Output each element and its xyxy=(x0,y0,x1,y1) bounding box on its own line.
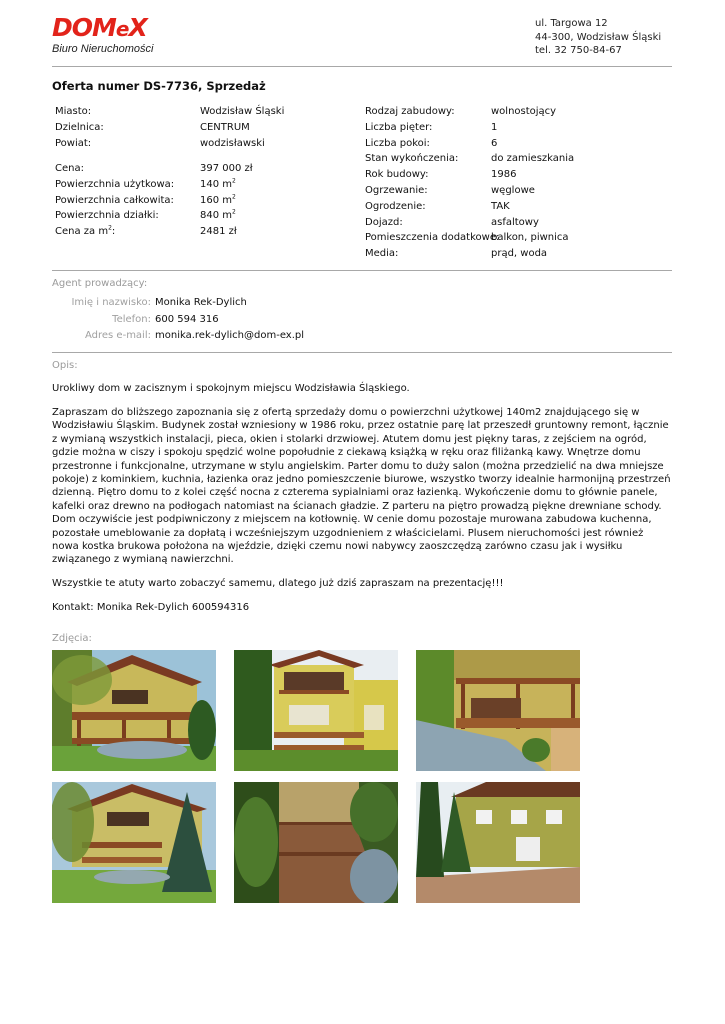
detail-row: Rodzaj zabudowy: wolnostojący xyxy=(365,106,557,117)
description-paragraph: Zapraszam do bliższego zapoznania się z ofertą sprzedaży domu o powierzchni użytkowej 140m2 znajdującego się w Wodzisławiu Śląskim. Budynek został wzniesiony w 1986 roku, przez ostatnie parę lat przeszedł gruntowny remont, łącznie z wymianą wszystkich instalacji, pieca, okien i stolarki drzwiowej. Atutem domu jest piękny taras, z zejściem na ogród, gdzie można w ciszy i spokoju spędzić wolne popołudnie z ciekawą książką w ręku oraz filiżanką kawy. Wnętrze domu przestronne i funkcjonalne, utrzymane w stylu angielskim. Parter domu to duży salon (można przedzielić na dwa mniejsze pokoje) z kominkiem, kuchnia, łazienka oraz jedno pomieszczenie biurowe, wszystko tworzy idealnie harmonijną przestrzeń dzienną. Piętro domu to z kolei część nocna z czterema sypialniami oraz łazienką. Wykończenie domu to głównie panele, kafelki oraz drewno na podłogach natomiast na ścianach gładzie. Z parteru na piętro prowadzą piękne drewniane schody. Dom oczywiście jest podpiwniczony z miejscem na kotłownię. W cenie domu pozostaje murowana zabudowa kuchenna, pozostałe umeblowanie za dopłatą i wcześniejszym uzgodnieniem z właścicielami. Plusem nieruchomości jest również nowa kostka brukowa położona na wjeździe, dzięki czemu nowi nabywcy zaoszczędzą zarówno czasu jak i wysiłku związanego z wymianą nawierzchni. xyxy=(52,406,671,566)
office-city: 44-300, Wodzisław Śląski xyxy=(535,31,662,43)
office-address xyxy=(535,17,661,58)
detail-row: Rok budowy: 1986 xyxy=(365,169,517,181)
detail-row: Powierzchnia użytkowa: 140 $m^2$ xyxy=(55,177,236,190)
detail-row: Media: prąd, woda xyxy=(365,248,548,260)
detail-row: Cena: 397 000 zł xyxy=(55,163,253,174)
photo-house-driveway[interactable] xyxy=(416,782,580,903)
agent-section-label: Agent prowadzący: xyxy=(52,278,148,289)
detail-row: Cena za $m^2$: 2481 zł xyxy=(55,224,237,238)
photo-house-with-conifer[interactable] xyxy=(52,782,216,903)
header-divider xyxy=(52,66,672,67)
photos-section-label: Zdjęcia: xyxy=(52,633,92,644)
detail-row: Pomieszczenia dodatkowe: balkon, piwnica xyxy=(365,232,569,244)
description-paragraph: Urokliwy dom w zacisznym i spokojnym miejscu Wodzisławia Śląskiego. xyxy=(52,383,410,394)
description-paragraph: Kontakt: Monika Rek-Dylich 600594316 xyxy=(52,602,250,614)
office-phone: tel. 32 750-84-67 xyxy=(535,45,622,56)
detail-row: Dzielnica: CENTRUM xyxy=(55,121,250,133)
description-body xyxy=(52,382,672,625)
agent-email-row: Adres e-mail: monika.rek-dylich@dom-ex.pl xyxy=(84,330,305,341)
detail-row: Miasto: Wodzisław Śląski xyxy=(55,106,285,117)
description-section-label: Opis: xyxy=(52,360,78,371)
detail-row: Stan wykończenia: do zamieszkania xyxy=(365,153,575,165)
details-location xyxy=(55,104,355,151)
detail-row: Ogrodzenie: TAK xyxy=(365,200,510,212)
offer-title: Oferta numer DS-7736, Sprzedaż xyxy=(52,79,266,93)
detail-row: Liczba pięter: 1 xyxy=(365,121,498,133)
description-paragraph: Wszystkie te atuty warto zobaczyć samemu, dlatego już dziś zapraszam na prezentację!!! xyxy=(52,578,504,590)
detail-row: Powierzchnia całkowita: 160 $m^2$ xyxy=(55,193,236,206)
photo-deck-garden[interactable] xyxy=(416,650,580,771)
agent-block xyxy=(52,295,452,345)
logo-wordmark: DOMeX xyxy=(52,13,147,42)
office-street: ul. Targowa 12 xyxy=(535,18,608,29)
photo-house-front-terrace[interactable] xyxy=(52,650,216,771)
detail-row: Dojazd: asfaltowy xyxy=(365,216,539,228)
agent-name-row: Imię i nazwisko: Monika Rek-Dylich xyxy=(71,297,247,308)
photo-terrace-path[interactable] xyxy=(234,782,398,903)
detail-row: Ogrzewanie: węglowe xyxy=(365,184,535,196)
agent-divider xyxy=(52,352,672,353)
details-divider xyxy=(52,270,672,271)
detail-row: Liczba pokoi: 6 xyxy=(365,137,498,149)
company-logo xyxy=(52,14,172,56)
detail-row: Powierzchnia działki: 840 $m^2$ xyxy=(55,209,236,222)
detail-row: Powiat: wodzisławski xyxy=(55,137,265,149)
photo-house-balcony-deck[interactable] xyxy=(234,650,398,771)
details-price xyxy=(55,161,355,240)
logo-tagline: Biuro Nieruchomości xyxy=(52,43,154,55)
details-building xyxy=(365,104,665,262)
agent-phone-row: Telefon: 600 594 316 xyxy=(112,313,219,325)
